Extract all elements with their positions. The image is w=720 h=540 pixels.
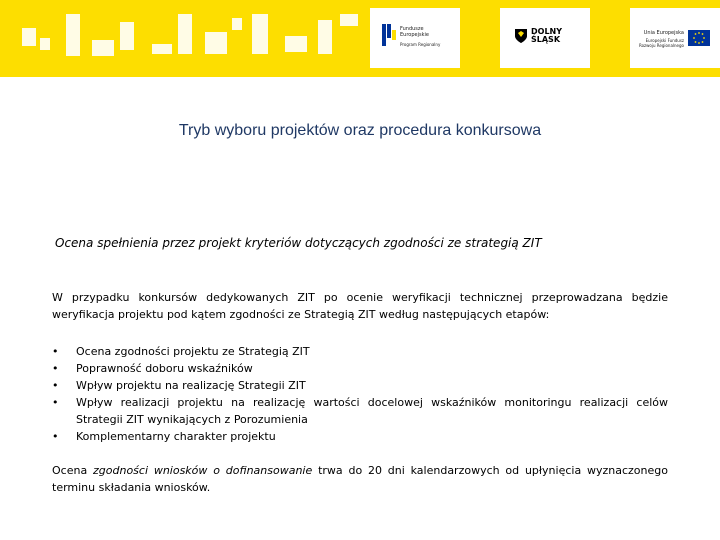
slide-subtitle: Ocena spełnienia przez projekt kryteriów dotyczących zgodności ze strategią ZIT <box>55 236 542 250</box>
closing-text-start: Ocena <box>52 464 93 477</box>
bullet-icon: • <box>52 379 59 392</box>
deco-shape <box>178 14 192 54</box>
list-item <box>52 394 668 428</box>
deco-shape <box>252 14 268 54</box>
ue-logo-sub: Europejski Fundusz Rozwoju Regionalnego <box>638 38 684 48</box>
closing-text-italic: zgodności wniosków o dofinansowanie <box>93 464 313 477</box>
fundusze-europejskie-logo <box>370 8 460 68</box>
list-item-text: Wpływ realizacji projektu na realizację wartości docelowej wskaźników monitoringu realizacji celów Strategii ZIT wynikających z Porozumienia <box>76 396 668 426</box>
intro-paragraph: W przypadku konkursów dedykowanych ZIT po ocenie weryfikacji technicznej przeprowadzana będzie weryfikacja projektu pod kątem zgodności ze Strategią ZIT według następujących etapów: <box>52 291 668 321</box>
bullet-icon: • <box>52 430 59 443</box>
deco-shape <box>22 28 36 46</box>
list-item <box>52 360 668 377</box>
fe-logo-line2: Europejskie <box>400 32 429 38</box>
deco-shape <box>340 14 358 26</box>
slide-title: Tryb wyboru projektów oraz procedura konkursowa <box>178 122 542 139</box>
list-item <box>52 377 668 394</box>
deco-shape <box>120 22 134 50</box>
fe-logo-sub: Program Regionalny <box>400 42 441 47</box>
list-item-text: Wpływ projektu na realizację Strategii ZIT <box>76 379 306 392</box>
deco-shape <box>205 32 227 54</box>
list-item-text: Ocena zgodności projektu ze Strategią ZIT <box>76 345 310 358</box>
list-item <box>52 428 668 445</box>
dolny-slask-line2: ŚLĄSK <box>531 35 561 44</box>
deco-shape <box>66 14 80 56</box>
closing-text-end: trwa do 20 dni kalendarzowych od upłynięcia wyznaczonego terminu składania wniosków. <box>52 464 668 494</box>
header-banner <box>0 0 720 77</box>
ue-logo-line1: Unia Europejska <box>643 30 684 36</box>
deco-shape <box>318 20 332 54</box>
deco-shape <box>232 18 242 30</box>
unia-europejska-logo <box>630 8 720 68</box>
deco-shape <box>285 36 307 52</box>
bullet-icon: • <box>52 345 59 358</box>
eagle-shield-icon <box>514 28 528 44</box>
dolny-slask-logo <box>500 8 590 68</box>
bullet-icon: • <box>52 362 59 375</box>
content-box <box>52 289 668 495</box>
closing-paragraph <box>52 462 668 496</box>
list-item-text: Komplementarny charakter projektu <box>76 430 276 443</box>
deco-shape <box>92 40 114 56</box>
dolny-slask-line1: DOLNY <box>531 27 563 36</box>
list-item <box>52 343 668 360</box>
eu-flag-icon <box>688 30 710 46</box>
deco-shape <box>152 44 172 54</box>
bullet-icon: • <box>52 396 59 409</box>
fe-logo-line1: Fundusze <box>400 26 424 32</box>
fe-flag-icon <box>382 24 396 46</box>
list-item-text: Poprawność doboru wskaźników <box>76 362 253 375</box>
stages-list <box>52 343 668 445</box>
deco-shape <box>40 38 50 50</box>
